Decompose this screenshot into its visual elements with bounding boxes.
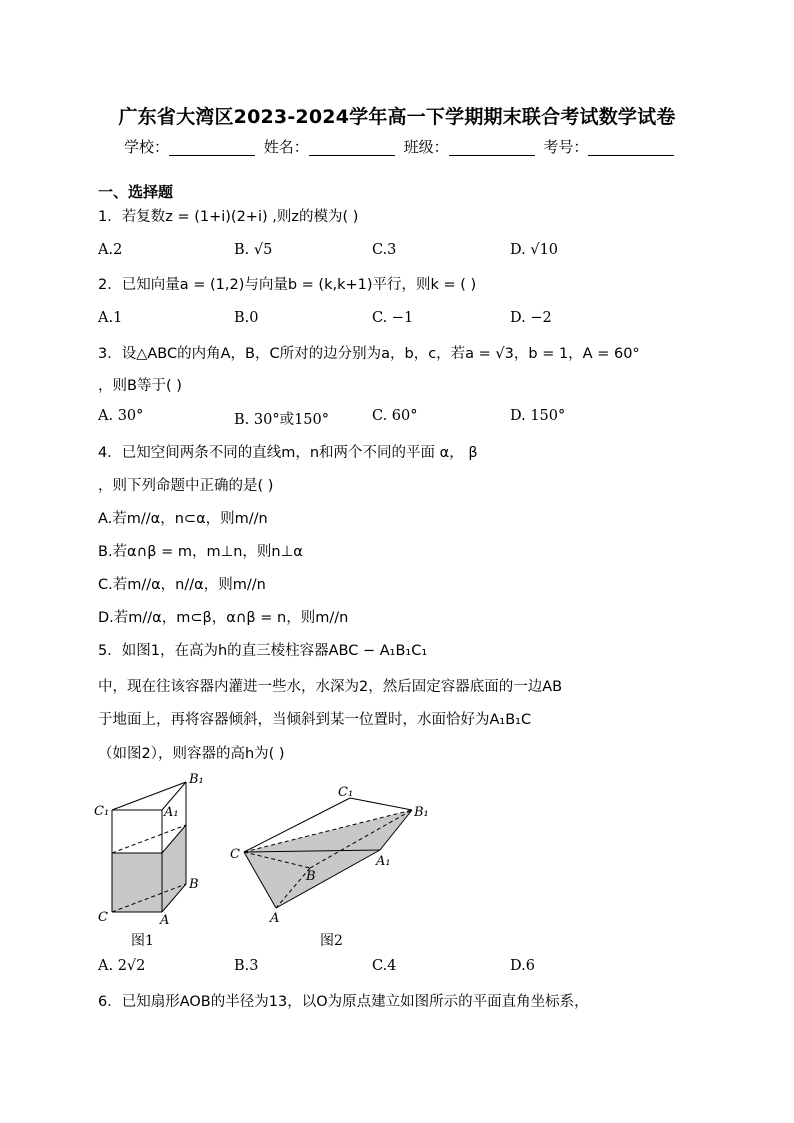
fig2-label-a1: A₁ (376, 854, 391, 869)
fig2-label-b1: B₁ (414, 805, 429, 820)
question-3-stem: 3．设△ABC的内角A，B，C所对的边分别为a，b，c，若a = √3，b = 1，A = 60° (98, 346, 640, 362)
question-5-option-c: C.4 (372, 958, 397, 974)
question-1-option-d: D. √10 (510, 242, 559, 258)
fig2-label-c: C (230, 847, 240, 862)
question-5-stem-line-4: （如图2），则容器的高h为( ) (98, 746, 285, 762)
question-2-option-c: C. −1 (372, 310, 414, 326)
question-3-stem-continued: ，则B等于( ) (98, 378, 182, 394)
question-4-option-d: D.若m//α，m⊂β，α∩β = n，则m//n (98, 610, 349, 626)
question-4-option-c: C.若m//α，n//α，则m//n (98, 577, 266, 593)
question-5-option-d: D.6 (510, 958, 535, 974)
question-5-option-b: B.3 (234, 958, 259, 974)
school-label: 学校： (124, 138, 170, 156)
figure-1-water-side (162, 825, 186, 912)
fig2-label-b: B (306, 869, 316, 884)
name-label: 姓名： (263, 138, 309, 156)
question-5-option-a: A. 2√2 (98, 958, 146, 974)
figure-2-caption: 图2 (320, 933, 343, 949)
question-5-stem-line-3: 于地面上，再将容器倾斜，当倾斜到某一位置时，水面恰好为A₁B₁C (98, 712, 532, 728)
question-2-option-a: A.1 (98, 310, 123, 326)
fig2-label-c1: C₁ (338, 785, 354, 800)
question-3-option-b: B. 30°或150° (234, 412, 330, 428)
question-3-option-c: C. 60° (372, 408, 418, 424)
school-blank (169, 141, 255, 156)
question-4-stem: 4．已知空间两条不同的直线m，n和两个不同的平面 α， β (98, 445, 478, 461)
question-2-option-b: B.0 (234, 310, 259, 326)
fig1-label-a1: A₁ (164, 805, 179, 820)
question-1-option-b: B. √5 (234, 242, 273, 258)
question-1-stem: 1．若复数z = (1+i)(2+i) ,则z的模为( ) (98, 209, 359, 225)
question-1-option-a: A.2 (98, 242, 123, 258)
question-1-option-c: C.3 (372, 242, 397, 258)
page-title: 广东省大湾区2023-2024学年高一下学期期末联合考试数学试卷 (118, 106, 676, 128)
figure-2-prism (226, 780, 436, 930)
class-label: 班级： (403, 138, 449, 156)
section-heading: 一、选择题 (98, 183, 174, 201)
exam-no-blank (588, 141, 674, 156)
fig2-label-a: A (270, 911, 280, 926)
fig1-label-c: C (98, 910, 108, 925)
figure-1-caption: 图1 (131, 933, 154, 949)
student-info-row (124, 136, 678, 157)
question-4-option-a: A.若m//α，n⊂α，则m//n (98, 511, 268, 527)
name-blank (309, 141, 395, 156)
question-2-stem: 2．已知向量a = (1,2)与向量b = (k,k+1)平行，则k = ( ) (98, 277, 477, 293)
fig1-label-c1: C₁ (94, 804, 110, 819)
question-3-option-d: D. 150° (510, 408, 566, 424)
fig1-label-b1: B₁ (189, 772, 204, 787)
question-5-stem: 5．如图1，在高为h的直三棱柱容器ABC − A₁B₁C₁ (98, 643, 428, 659)
question-2-option-d: D. −2 (510, 310, 552, 326)
question-4-stem-continued: ，则下列命题中正确的是( ) (98, 478, 274, 494)
question-5-stem-line-2: 中，现在往该容器内灌进一些水，水深为2，然后固定容器底面的一边AB (98, 679, 563, 695)
fig1-label-a: A (160, 913, 170, 928)
question-4-option-b: B.若α∩β = m，m⊥n，则n⊥α (98, 544, 303, 560)
figure-1-prism (90, 770, 220, 930)
class-blank (449, 141, 535, 156)
figure-1-water-front (112, 853, 162, 912)
question-3-option-a: A. 30° (98, 408, 144, 424)
exam-no-label: 考号： (543, 138, 589, 156)
question-6-stem: 6．已知扇形AOB的半径为13，以O为原点建立如图所示的平面直角坐标系， (98, 994, 589, 1010)
fig1-label-b: B (189, 877, 199, 892)
